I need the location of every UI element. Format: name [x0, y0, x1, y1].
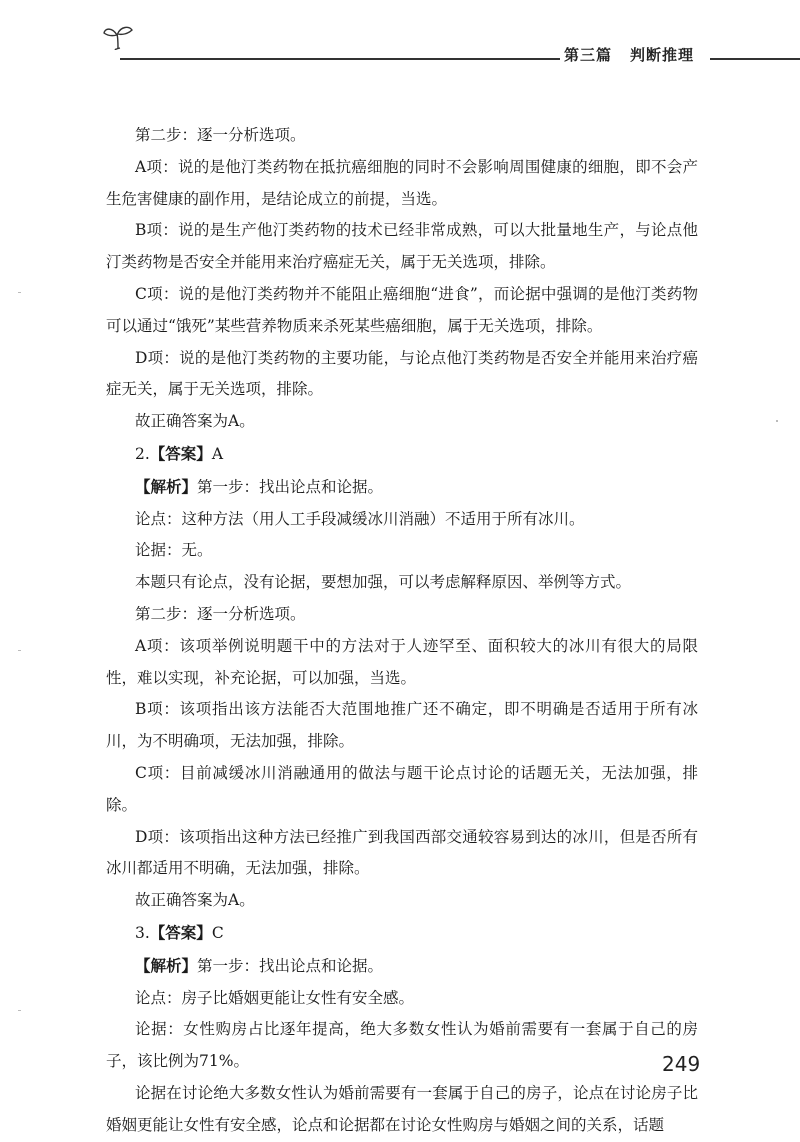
answer-conclusion: 故正确答案为A。	[135, 412, 255, 431]
q2-approach: 本题只有论点，没有论据，要想加强，可以考虑解释原因、举例等方式。	[135, 573, 632, 592]
q2-option-d: D项：该项指出这种方法已经推广到我国西部交通较容易到达的冰川，但是否所有冰川都适用不明确，无法加强，排除。	[106, 827, 698, 878]
q2-evidence: 论据：无。	[135, 541, 213, 560]
header-part: 第三篇	[564, 46, 613, 64]
q2-answer-letter: A	[211, 444, 224, 463]
answer-tag: 【答案】	[149, 922, 212, 942]
margin-mark	[18, 650, 21, 651]
answer-tag: 【答案】	[149, 443, 212, 463]
q2-thesis: 论点：这种方法（用人工手段减缓冰川消融）不适用于所有冰川。	[135, 509, 585, 528]
q2-option-a: A项：该项举例说明题干中的方法对于人迹罕至、面积较大的冰川有很大的局限性，难以实现，补充论据，可以加强，当选。	[106, 636, 698, 687]
option-c-analysis: C项：说的是他汀类药物并不能阻止癌细胞“进食”，而论据中强调的是他汀类药物可以通过“饿死”某些营养物质来杀死某些癌细胞，属于无关选项，排除。	[106, 284, 698, 335]
q2-number: 2.	[135, 444, 150, 463]
analysis-tag: 【解析】	[135, 476, 198, 496]
q3-analysis	[106, 950, 698, 983]
header-rule-left	[120, 58, 560, 60]
q3-discussion: 论据在讨论绝大多数女性认为婚前需要有一套属于自己的房子，论点在讨论房子比婚姻更能让女性有安全感，论点和论据都在讨论女性购房与婚姻之间的关系，话题	[106, 1083, 698, 1134]
header-section: 判断推理	[630, 46, 695, 64]
q2-step-one: 第一步：找出论点和论据。	[197, 477, 384, 496]
analysis-tag: 【解析】	[135, 955, 198, 975]
q2-conclusion: 故正确答案为A。	[135, 891, 255, 910]
option-a-analysis: A项：说的是他汀类药物在抵抗癌细胞的同时不会影响周围健康的细胞，即不会产生危害健康的副作用，是结论成立的前提，当选。	[106, 157, 698, 208]
margin-mark	[776, 420, 778, 422]
q2-analysis	[106, 471, 698, 504]
step-two-heading: 第二步：逐一分析选项。	[135, 126, 306, 144]
q2-option-b: B项：该项指出该方法能否大范围地推广还不确定，即不明确是否适用于所有冰川，为不明确项，无法加强，排除。	[106, 700, 698, 751]
sprout-icon	[102, 24, 134, 50]
margin-mark	[18, 292, 21, 293]
q2-answer	[106, 438, 698, 471]
q3-step-one: 第一步：找出论点和论据。	[197, 956, 384, 975]
page-body	[106, 120, 701, 1142]
q3-thesis: 论点：房子比婚姻更能让女性有安全感。	[135, 988, 415, 1007]
header-rule-right	[710, 58, 800, 60]
page-header	[0, 0, 800, 80]
page-number: 249	[662, 1052, 701, 1076]
q2-step-two: 第二步：逐一分析选项。	[135, 604, 306, 623]
header-title	[564, 44, 708, 65]
q3-number: 3.	[135, 923, 150, 942]
q2-option-c: C项：目前减缓冰川消融通用的做法与题干论点讨论的话题无关，无法加强，排除。	[106, 763, 698, 814]
q3-answer-letter: C	[211, 923, 224, 942]
q3-answer	[106, 917, 698, 950]
option-d-analysis: D项：说的是他汀类药物的主要功能，与论点他汀类药物是否安全并能用来治疗癌症无关，属于无关选项，排除。	[106, 348, 698, 399]
margin-mark	[18, 1010, 21, 1011]
q3-evidence: 论据：女性购房占比逐年提高，绝大多数女性认为婚前需要有一套属于自己的房子，该比例为71%。	[106, 1020, 698, 1071]
option-b-analysis: B项：说的是生产他汀类药物的技术已经非常成熟，可以大批量地生产，与论点他汀类药物是否安全并能用来治疗癌症无关，属于无关选项，排除。	[106, 221, 698, 272]
